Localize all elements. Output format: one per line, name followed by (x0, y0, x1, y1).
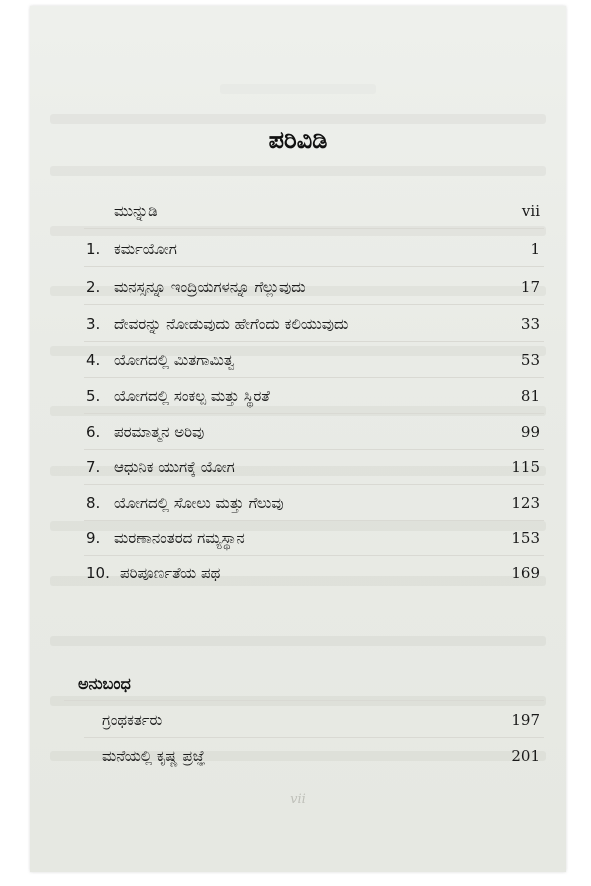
toc-entry-label: ಮುನ್ನುಡಿ (114, 202, 158, 220)
toc-entry-label: ಕರ್ಮಯೋಗ (114, 240, 177, 258)
toc-entry-page: 123 (511, 494, 540, 512)
toc-entry-label: ಮನಸ್ಸನ್ನೂ ಇಂದ್ರಿಯಗಳನ್ನೂ ಗೆಲ್ಲುವುದು (114, 278, 306, 296)
page-title: ಪರಿವಿಡಿ (268, 126, 328, 154)
appendix-heading: ಅನುಬಂಧ (78, 674, 131, 693)
bleed-through (50, 636, 546, 646)
toc-entry-label: ಮನೆಯಲ್ಲಿ ಕೃಷ್ಣ ಪ್ರಜ್ಞೆ (102, 747, 206, 765)
divider (84, 484, 544, 485)
toc-entry-number: 1. (86, 240, 101, 258)
toc-entry-appendix (86, 711, 540, 737)
divider (84, 377, 544, 378)
divider (84, 304, 544, 305)
toc-entry-number: 4. (86, 351, 101, 369)
toc-entry-label: ಪರಿಪೂರ್ಣತೆಯ ಪಥ (120, 564, 221, 582)
divider (84, 341, 544, 342)
toc-entry-preface (86, 202, 540, 228)
toc-entry (86, 278, 540, 304)
toc-entry (86, 240, 540, 266)
toc-entry-page: vii (521, 202, 540, 220)
toc-entry (86, 423, 540, 449)
bleed-through (50, 696, 546, 706)
toc-entry-number: 10. (86, 564, 110, 582)
divider (84, 555, 544, 556)
toc-entry-page: 201 (511, 747, 540, 765)
toc-entry (86, 387, 540, 413)
divider (84, 737, 544, 738)
toc-entry-number: 6. (86, 423, 101, 441)
toc-entry-page: 99 (520, 423, 540, 441)
toc-entry-label: ಆಧುನಿಕ ಯುಗಕ್ಕೆ ಯೋಗ (114, 458, 235, 476)
book-page (30, 6, 566, 872)
toc-entry-number: 2. (86, 278, 101, 296)
bleed-through (50, 114, 546, 124)
page-number: vii (290, 792, 306, 807)
divider (84, 228, 544, 229)
toc-entry-label: ಯೋಗದಲ್ಲಿ ಸೋಲು ಮತ್ತು ಗೆಲುವು (114, 494, 284, 512)
toc-entry (86, 458, 540, 484)
toc-entry-label: ಯೋಗದಲ್ಲಿ ಸಂಕಲ್ಪ ಮತ್ತು ಸ್ಥಿರತೆ (114, 387, 270, 405)
toc-entry-number: 5. (86, 387, 101, 405)
toc-entry-page: 53 (520, 351, 540, 369)
divider (84, 266, 544, 267)
bleed-through (220, 84, 376, 94)
toc-entry-page: 153 (511, 529, 540, 547)
toc-entry-page: 169 (511, 564, 540, 582)
bleed-through (50, 166, 546, 176)
divider (64, 700, 544, 701)
toc-entry-number: 3. (86, 315, 101, 333)
toc-entry-page: 115 (511, 458, 540, 476)
toc-entry-appendix (86, 747, 540, 773)
toc-entry-number: 9. (86, 529, 101, 547)
toc-entry-page: 33 (520, 315, 540, 333)
toc-entry (86, 351, 540, 377)
toc-entry-label: ದೇವರನ್ನು ನೋಡುವುದು ಹೇಗೆಂದು ಕಲಿಯುವುದು (114, 315, 349, 333)
toc-entry-page: 197 (511, 711, 540, 729)
divider (84, 413, 544, 414)
toc-entry-page: 81 (520, 387, 540, 405)
toc-entry (86, 529, 540, 555)
toc-entry (86, 564, 540, 590)
toc-entry (86, 494, 540, 520)
divider (84, 520, 544, 521)
toc-entry-label: ಮರಣಾನಂತರದ ಗಮ್ಯಸ್ಥಾನ (114, 529, 245, 547)
toc-entry-label: ಯೋಗದಲ್ಲಿ ಮಿತಗಾಮಿತ್ವ (114, 351, 235, 369)
toc-entry-label: ಪರಮಾತ್ಮನ ಅರಿವು (114, 423, 205, 441)
toc-entry-page: 1 (530, 240, 540, 258)
toc-entry-label: ಗ್ರಂಥಕರ್ತರು (102, 711, 163, 729)
toc-entry-page: 17 (520, 278, 540, 296)
divider (84, 449, 544, 450)
toc-entry-number: 7. (86, 458, 101, 476)
toc-entry-number: 8. (86, 494, 101, 512)
toc-entry (86, 315, 540, 341)
